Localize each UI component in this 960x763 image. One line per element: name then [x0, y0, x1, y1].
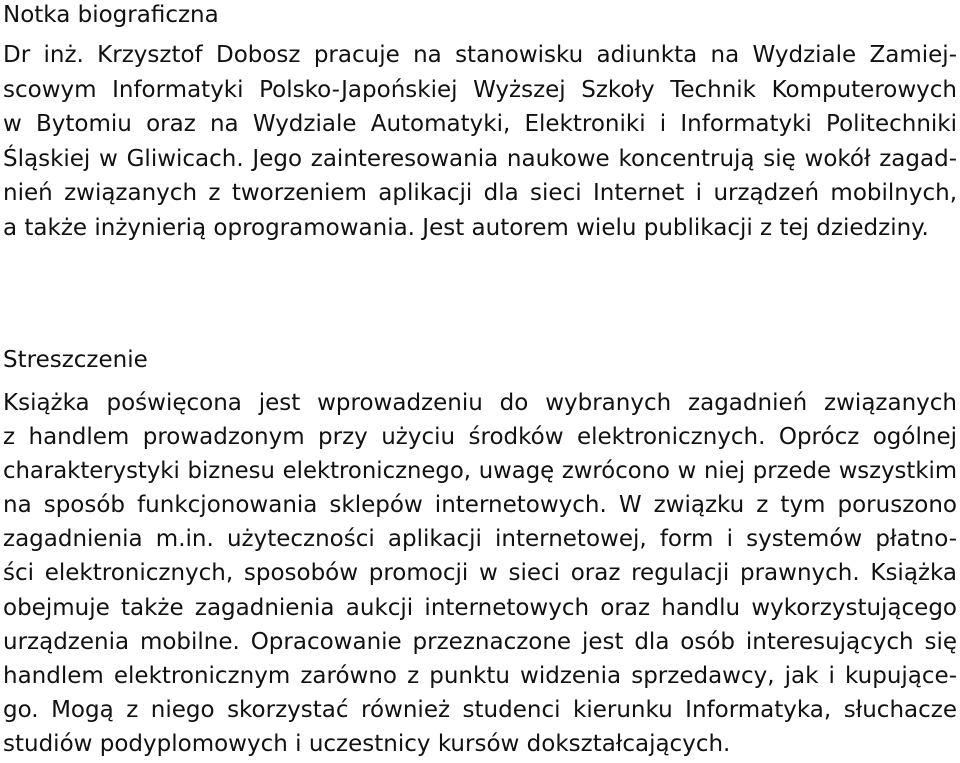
- abstract-line: Książka poświęcona jest wprowadzeniu do wybranych zagadnień związanych: [3, 390, 957, 416]
- abstract-line: z handlem prowadzonym przy użyciu środków elektronicznych. Oprócz ogólnej: [3, 424, 957, 451]
- bio-line: scowym Informatyki Polsko-Japońskiej Wyższej Szkoły Technik Komputerowych: [3, 76, 957, 103]
- bio-line: Śląskiej w Gliwicach. Jego zainteresowania naukowe koncentrują się wokół zagad-: [3, 145, 957, 172]
- abstract-line: na sposób funkcjonowania sklepów internetowych. W związku z tym poruszono: [3, 492, 957, 519]
- abstract-line: charakterystyki biznesu elektronicznego, uwagę zwrócono w niej przede wszystkim: [3, 458, 957, 485]
- bio-line: a także inżynierią oprogramowania. Jest autorem wielu publikacji z tej dziedziny.: [3, 214, 929, 241]
- abstract-paragraph: [3, 386, 957, 761]
- abstract-line: zagadnienia m.in. użyteczności aplikacji internetowej, form i systemów płatno-: [3, 526, 957, 553]
- bio-line: w Bytomiu oraz na Wydziale Automatyki, Elektroniki i Informatyki Politechniki: [3, 111, 957, 137]
- abstract-line: ści elektronicznych, sposobów promocji w sieci oraz regulacji prawnych. Książka: [3, 560, 957, 587]
- abstract-heading: Streszczenie: [3, 347, 148, 373]
- bio-paragraph: [3, 38, 957, 245]
- abstract-line: handlem elektronicznym zarówno z punktu widzenia sprzedawcy, jak i kupujące-: [3, 662, 957, 689]
- bio-line: Dr inż. Krzysztof Dobosz pracuje na stanowisku adiunkta na Wydziale Zamiej-: [3, 42, 957, 68]
- abstract-line: obejmuje także zagadnienia aukcji internetowych oraz handlu wykorzystującego: [3, 594, 957, 621]
- abstract-line: urządzenia mobilne. Opracowanie przeznaczone jest dla osób interesujących się: [3, 628, 957, 655]
- abstract-line: studiów podyplomowych i uczestnicy kursów dokształcających.: [3, 730, 731, 757]
- abstract-line: go. Mogą z niego skorzystać również studenci kierunku Informatyka, słuchacze: [3, 696, 957, 723]
- bio-heading: Notka biograficzna: [3, 2, 219, 28]
- bio-line: nień związanych z tworzeniem aplikacji dla sieci Internet i urządzeń mobilnych,: [3, 180, 957, 206]
